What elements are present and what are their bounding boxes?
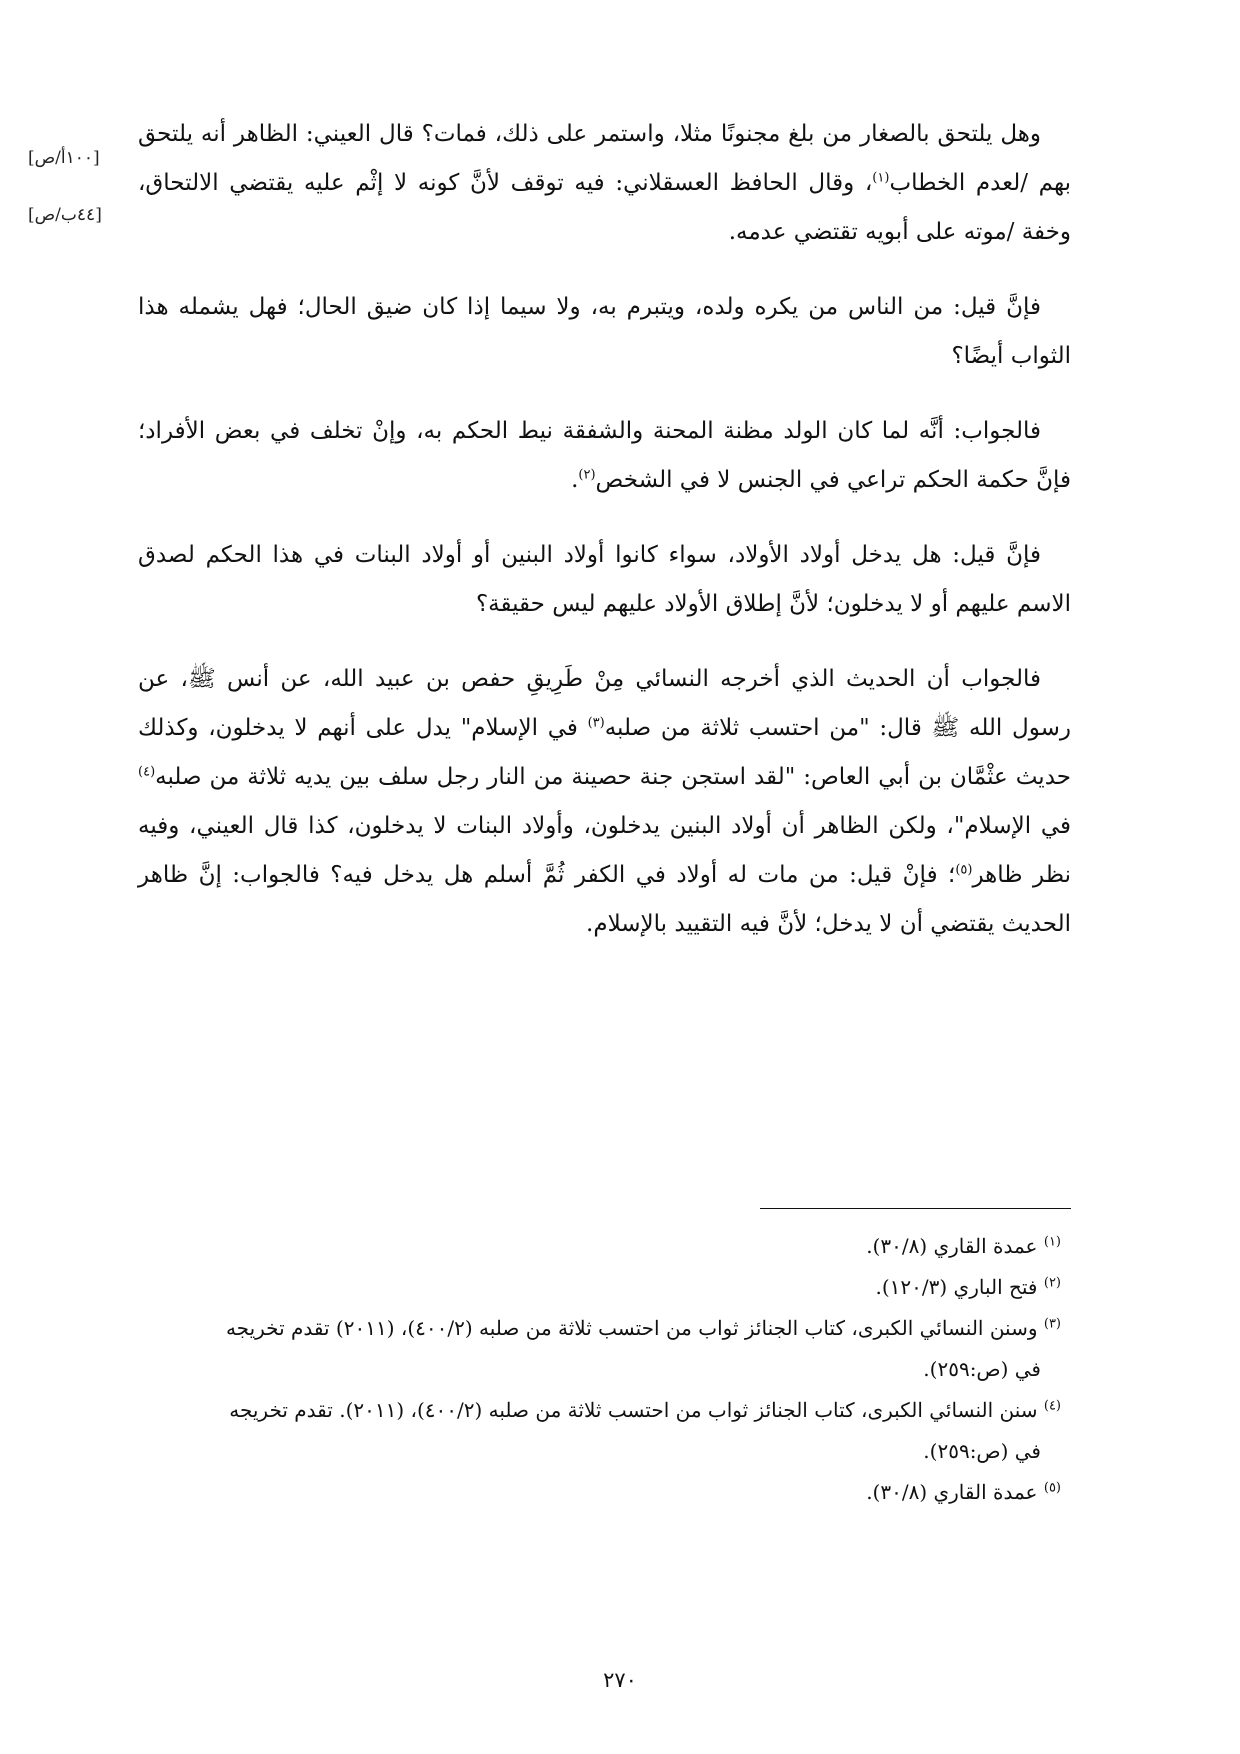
footnote-4-number: (٤): [1043, 1398, 1061, 1414]
margin-note-folio-100a: [١٠٠أ/ص]: [28, 148, 100, 168]
footnote-ref-1[interactable]: (١): [872, 170, 890, 186]
footnote-5-number: (٥): [1043, 1480, 1061, 1496]
footnote-separator: [760, 1208, 1071, 1209]
paragraph-4-text: فإنَّ قيل: هل يدخل أولاد الأولاد، سواء كانوا أولاد البنين أو أولاد البنات في هذا الحكم لصدق الاسم عليهم أو لا يدخلون؛ لأنَّ إطلاق الأولاد عليهم ليس حقيقة؟: [138, 542, 1071, 617]
footnote-2-number: (٢): [1043, 1275, 1061, 1291]
paragraph-1-text-b: ، وقال الحافظ العسقلاني: فيه توقف لأنَّ كونه لا إثْم عليه يقتضي الالتحاق، وخفة /موته على أبويه تقتضي عدمه.: [138, 170, 1071, 245]
footnote-2-text: فتح الباري (١٢٠/٣).: [875, 1275, 1038, 1299]
paragraph-3-text-a: فالجواب: أنَّه لما كان الولد مظنة المحنة والشفقة نيط الحكم به، وإنْ تخلف في بعض الأفراد؛ فإنَّ حكمة الحكم تراعي في الجنس لا في الشخص: [138, 418, 1071, 493]
footnote-ref-5[interactable]: (٥): [955, 862, 973, 878]
footnote-4-continuation: في (ص:٢٥٩).: [923, 1439, 1041, 1463]
footnote-ref-3[interactable]: (٣): [587, 715, 605, 731]
paragraph-2-text: فإنَّ قيل: من الناس من يكره ولده، ويتبرم به، ولا سيما إذا كان ضيق الحال؛ فهل يشمله هذا الثواب أيضًا؟: [138, 294, 1071, 369]
page-number: ٢٧٠: [603, 1668, 637, 1692]
paragraph-5: [138, 655, 1071, 949]
footnote-3-text: وسنن النسائي الكبرى، كتاب الجنائز ثواب من احتسب ثلاثة من صلبه (٤٠٠/٢)، (٢٠١١) تقدم تخريجه: [225, 1316, 1038, 1340]
paragraph-5-text-a: فالجواب أن الحديث الذي أخرجه النسائي مِنْ طَرِيقِ حفص بن عبيد الله، عن أنس ﷺ، عن رسول الله ﷺ قال: "من احتسب ثلاثة من صلبه: [138, 666, 1071, 741]
main-text: [138, 110, 1071, 975]
footnote-4-text: سنن النسائي الكبرى، كتاب الجنائز ثواب من احتسب ثلاثة من صلبه (٤٠٠/٢)، (٢٠١١). تقدم تخريجه: [229, 1398, 1038, 1422]
paragraph-5-text-c: في الإسلام"، ولكن الظاهر أن أولاد البنين يدخلون، وأولاد البنات لا يدخلون، كذا قال العيني، وفيه نظر ظاهر: [138, 813, 1072, 888]
footnote-ref-2[interactable]: (٢): [578, 467, 596, 483]
footnote-5-text: عمدة القاري (٣٠/٨).: [866, 1480, 1038, 1504]
footnote-4: [138, 1390, 1071, 1472]
footnote-5: [138, 1472, 1071, 1513]
paragraph-1: [138, 110, 1071, 257]
footnote-ref-4[interactable]: (٤): [138, 764, 156, 780]
footnote-1-number: (١): [1043, 1234, 1061, 1250]
footnote-3: [138, 1308, 1071, 1390]
footnote-1: [138, 1226, 1071, 1267]
footnote-3-continuation: في (ص:٢٥٩).: [923, 1357, 1041, 1381]
footnotes-section: [138, 1226, 1071, 1513]
paragraph-3-text-b: .: [571, 467, 579, 493]
paragraph-5-text-b: في الإسلام" يدل على أنهم لا يدخلون، وكذلك حديث عثْمَّان بن أبي العاص: "لقد استجن جنة حصينة من النار رجل سلف بين يديه ثلاثة من صلبه: [138, 715, 1071, 790]
paragraph-4: [138, 531, 1071, 629]
paragraph-5-text-d: ؛ فإنْ قيل: من مات له أولاد في الكفر ثُمَّ أسلم هل يدخل فيه؟ فالجواب: إنَّ ظاهر الحديث يقتضي أن لا يدخل؛ لأنَّ فيه التقييد بالإسلام.: [138, 862, 1071, 937]
paragraph-1-text-a: وهل يلتحق بالصغار من بلغ مجنونًا مثلا، واستمر على ذلك، فمات؟ قال العيني: الظاهر أنه يلتحق بهم /لعدم الخطاب: [138, 121, 1071, 196]
paragraph-3: [138, 407, 1071, 505]
footnote-2: [138, 1267, 1071, 1308]
paragraph-2: [138, 283, 1071, 381]
footnote-3-number: (٣): [1043, 1316, 1061, 1332]
margin-note-folio-44b: [٤٤ب/ص]: [28, 205, 102, 225]
footnote-1-text: عمدة القاري (٣٠/٨).: [866, 1234, 1038, 1258]
